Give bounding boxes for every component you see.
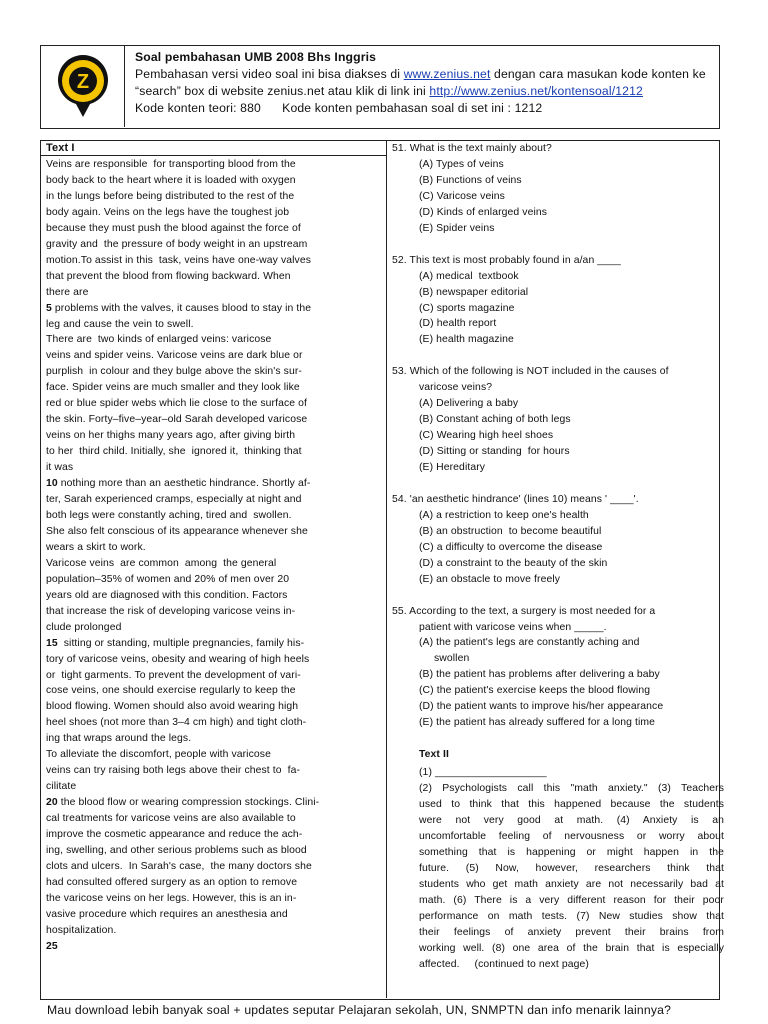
passage-line bbox=[46, 683, 380, 699]
passage-line bbox=[46, 699, 380, 715]
passage-line-text: that increase the risk of developing varicose veins in- bbox=[46, 605, 296, 617]
question-55 bbox=[392, 604, 714, 732]
passage-line-text: population–35% of women and 20% of men over 20 bbox=[46, 573, 290, 585]
passage-line-text: blood flowing. Women should also avoid wearing high bbox=[46, 701, 299, 713]
answer-option: (C) a difficulty to overcome the disease bbox=[419, 541, 603, 553]
passage-line bbox=[46, 364, 380, 380]
passage-line bbox=[46, 173, 380, 189]
questions-column bbox=[392, 141, 724, 972]
passage-line: (2) Psychologists call this "math anxiety." (3) Teachers bbox=[419, 783, 724, 795]
passage-line bbox=[46, 715, 380, 731]
passage-line-text: sitting or standing, multiple pregnancies, family his- bbox=[57, 637, 305, 649]
passage-line bbox=[46, 811, 380, 827]
footer-note: Mau download lebih banyak soal + updates seputar Pelajaran sekolah, UN, SNMPTN dan info menarik lainnya? bbox=[47, 1003, 672, 1017]
passage-line bbox=[46, 508, 380, 524]
passage-line-text: wears a skirt to work. bbox=[46, 541, 146, 553]
passage-line-text: cilitate bbox=[46, 781, 77, 793]
passage-line-text: gravity and the pressure of body weight in an upstream bbox=[46, 238, 308, 250]
passage-line bbox=[46, 620, 380, 636]
line-number: 15 bbox=[46, 637, 58, 649]
passage-line-text: motion.To assist in this task, veins have one-way valves bbox=[46, 254, 312, 266]
passage-line-text: to her third child. Initially, she ignored it, thinking that bbox=[46, 446, 302, 458]
passage-line bbox=[46, 380, 380, 396]
passage-line bbox=[46, 428, 380, 444]
passage-line bbox=[46, 189, 380, 205]
passage-line-text: or tight garments. To prevent the development of vari- bbox=[46, 669, 301, 681]
zenius-logo-icon[interactable] bbox=[56, 55, 110, 119]
passage-line bbox=[46, 795, 380, 811]
passage-line: students who get math anxiety are not necessarily bad at bbox=[419, 878, 724, 890]
passage-line-text: hospitalization. bbox=[46, 924, 117, 936]
passage-line bbox=[46, 859, 380, 875]
passage-line: performance on math tests. (7) New studies show that bbox=[419, 910, 724, 922]
passage-line bbox=[46, 221, 380, 237]
passage-line: math. (6) There is a very different reason for their poor bbox=[419, 894, 724, 906]
passage-line-text: ing that wraps around the legs. bbox=[46, 733, 192, 745]
passage-line: future. (5) Now, however, researchers think that bbox=[419, 862, 724, 874]
passage-line bbox=[46, 604, 380, 620]
passage-line-text: cal treatments for varicose veins are also available to bbox=[46, 813, 296, 825]
passage-line bbox=[46, 939, 380, 955]
header-line-3: Kode konten teori: 880 Kode konten pembahasan soal di set ini : 1212 bbox=[135, 101, 543, 115]
passage-line bbox=[46, 923, 380, 939]
passage-line bbox=[46, 317, 380, 333]
passage-line-text: veins and spider veins. Varicose veins are dark blue or bbox=[46, 350, 303, 362]
line-number: 10 bbox=[46, 478, 58, 490]
answer-option: (C) Wearing high heel shoes bbox=[419, 430, 554, 442]
passage-line-text: the skin. Forty–five–year–old Sarah developed varicose bbox=[46, 414, 308, 426]
passage-line bbox=[46, 205, 380, 221]
line-number: 5 bbox=[46, 302, 52, 314]
passage-line-text: there are bbox=[46, 286, 89, 298]
passage-line-text: purplish in colour and they bulge above the skin's sur- bbox=[46, 366, 302, 378]
content-box bbox=[40, 140, 724, 1000]
passage-line-text: the blood flow or wearing compression stockings. Clini- bbox=[57, 797, 320, 809]
passage-line bbox=[46, 588, 380, 604]
passage-line-text: red or blue spider webs which lie close to the surface of bbox=[46, 398, 307, 410]
passage-line: used to think that this happened because the students bbox=[419, 799, 724, 810]
passage-line bbox=[46, 348, 380, 364]
passage-line-text: the varicose veins on her legs. However, this is an in- bbox=[46, 892, 297, 904]
answer-option: (D) health report bbox=[419, 318, 497, 330]
answer-option: (A) Delivering a baby bbox=[419, 398, 519, 410]
passage-line-text: vasive procedure which requires an anesthesia and bbox=[46, 908, 288, 920]
passage-line-text: cose veins, one should exercise regularly to keep the bbox=[46, 685, 296, 697]
passage-line bbox=[46, 843, 380, 859]
header-line-1 bbox=[135, 66, 719, 83]
header-line-1-pre: Pembahasan versi video soal ini bisa diakses di bbox=[135, 67, 404, 81]
line-number: 20 bbox=[46, 797, 58, 809]
header-line-2 bbox=[135, 83, 719, 100]
passage-line-text: ing, swelling, and other serious problems such as blood bbox=[46, 844, 307, 856]
answer-option: (C) Varicose veins bbox=[419, 190, 505, 202]
answer-option: (B) Functions of veins bbox=[419, 174, 522, 186]
passage-line bbox=[46, 875, 380, 891]
text-2-passage bbox=[392, 747, 724, 972]
question-stem: 54. 'an aesthetic hindrance' (lines 10) means ' ____'. bbox=[392, 493, 639, 505]
page-title: Soal pembahasan UMB 2008 Bhs Inggris bbox=[135, 50, 377, 64]
q55-option-a-cont: swollen bbox=[434, 653, 470, 665]
passage-line bbox=[46, 332, 380, 348]
answer-option: (D) a constraint to the beauty of the skin bbox=[419, 557, 608, 569]
passage-line-text: tory of varicose veins, obesity and wearing of high heels bbox=[46, 653, 310, 665]
passage-line bbox=[46, 668, 380, 684]
answer-option: (B) an obstruction to become beautiful bbox=[419, 525, 602, 537]
question-block bbox=[392, 364, 714, 476]
header-box bbox=[40, 45, 720, 129]
logo-letter: Z bbox=[76, 71, 90, 93]
passage-line bbox=[46, 444, 380, 460]
passage-line-text: it was bbox=[46, 462, 74, 474]
answer-option: (A) a restriction to keep one's health bbox=[419, 509, 589, 521]
passage-line-text: Veins are responsible for transporting blood from the bbox=[46, 159, 296, 170]
text-2-blank: (1) ___________________ bbox=[419, 767, 547, 779]
question-stem: 51. What is the text mainly about? bbox=[392, 143, 552, 154]
passage-line-text: veins on her thighs many years ago, after giving birth bbox=[46, 430, 296, 442]
answer-option: (C) sports magazine bbox=[419, 302, 515, 314]
passage-line bbox=[46, 237, 380, 253]
passage-line bbox=[46, 396, 380, 412]
passage-line-text: years old are diagnosed with this condition. Factors bbox=[46, 589, 288, 601]
passage-line-text: improve the cosmetic appearance and reduce the ach- bbox=[46, 829, 303, 841]
passage-line-text: There are two kinds of enlarged veins: varicose bbox=[46, 334, 272, 346]
answer-option: (B) the patient has problems after delivering a baby bbox=[419, 669, 660, 681]
passage-line-text: veins can try raising both legs above their chest to fa- bbox=[46, 765, 301, 777]
answer-option: (E) Hereditary bbox=[419, 462, 486, 474]
passage-line-text: in the lungs before being distributed to the rest of the bbox=[46, 190, 295, 202]
passage-line: were not very good at math. (4) Anxiety is an bbox=[419, 814, 724, 826]
answer-option: (D) Kinds of enlarged veins bbox=[419, 206, 548, 218]
text-2-title: Text II bbox=[419, 749, 449, 761]
passage-line bbox=[46, 253, 380, 269]
question-block bbox=[392, 141, 714, 237]
question-stem: patient with varicose veins when _____. bbox=[419, 621, 607, 633]
passage-line-text: She also felt conscious of its appearance whenever she bbox=[46, 525, 308, 537]
passage-line bbox=[46, 747, 380, 763]
passage-line bbox=[46, 285, 380, 301]
passage-line bbox=[46, 636, 380, 652]
question-stem: 52. This text is most probably found in a/an ____ bbox=[392, 254, 621, 266]
passage-line-text: nothing more than an aesthetic hindrance. Shortly af- bbox=[57, 478, 311, 490]
kontensoal-link[interactable]: http://www.zenius.net/kontensoal/1212 bbox=[429, 84, 643, 98]
header-line-2-pre: “search” box di website zenius.net atau klik di link ini bbox=[135, 84, 430, 98]
passage-line-text: face. Spider veins are much smaller and they look like bbox=[46, 382, 300, 394]
zenius-link[interactable]: www.zenius.net bbox=[403, 67, 491, 81]
passage-line: working well. (8) one area of the brain that is especially bbox=[419, 942, 724, 954]
passage-line-text: had consulted offered surgery as an option to remove bbox=[46, 876, 298, 888]
answer-option: (A) medical textbook bbox=[419, 270, 519, 282]
q55-option-a: (A) the patient's legs are constantly aching and bbox=[419, 637, 640, 649]
text-1-body bbox=[46, 157, 380, 955]
question-block bbox=[392, 253, 714, 349]
question-block bbox=[392, 492, 714, 588]
passage-line-text: Varicose veins are common among the general bbox=[46, 557, 277, 569]
answer-option: (D) Sitting or standing for hours bbox=[419, 446, 570, 458]
answer-option: (B) newspaper editorial bbox=[419, 286, 529, 298]
passage-line-text: ter, Sarah experienced cramps, especially at night and bbox=[46, 494, 302, 506]
logo-cell bbox=[41, 46, 125, 127]
passage-line bbox=[46, 907, 380, 923]
passage-line bbox=[46, 827, 380, 843]
answer-option: (D) the patient wants to improve his/her appearance bbox=[419, 701, 664, 713]
question-stem: 55. According to the text, a surgery is most needed for a bbox=[392, 605, 656, 617]
answer-option: (A) Types of veins bbox=[419, 158, 504, 170]
passage-line-text: both legs were constantly aching, tired and swollen. bbox=[46, 509, 292, 521]
passage-line-text: To alleviate the discomfort, people with varicose bbox=[46, 749, 271, 761]
passage-line-text: leg and cause the vein to swell. bbox=[46, 318, 194, 330]
answer-option: (B) Constant aching of both legs bbox=[419, 414, 571, 426]
header-line-1-post: dengan cara masukan kode konten ke bbox=[490, 67, 706, 81]
text-1-column bbox=[46, 141, 380, 955]
question-stem: varicose veins? bbox=[419, 382, 493, 394]
passage-line bbox=[46, 891, 380, 907]
passage-line bbox=[46, 779, 380, 795]
answer-option: (E) Spider veins bbox=[419, 222, 495, 234]
answer-option: (E) the patient has already suffered for a long time bbox=[419, 717, 656, 729]
passage-line bbox=[46, 652, 380, 668]
passage-line bbox=[46, 476, 380, 492]
passage-line bbox=[46, 763, 380, 779]
passage-line: something that is happening or might happen in the bbox=[419, 846, 724, 858]
passage-line bbox=[46, 540, 380, 556]
line-number: 25 bbox=[46, 940, 58, 952]
passage-line-text: problems with the valves, it causes blood to stay in the bbox=[51, 302, 312, 314]
answer-option: (E) health magazine bbox=[419, 334, 514, 346]
passage-line-text: clude prolonged bbox=[46, 621, 122, 633]
passage-line-text: that prevent the blood from flowing backward. When bbox=[46, 270, 291, 282]
passage-line-text: heel shoes (not more than 3–4 cm high) and tight cloth- bbox=[46, 717, 307, 729]
question-stem: 53. Which of the following is NOT included in the causes of bbox=[392, 366, 669, 378]
passage-line bbox=[46, 572, 380, 588]
passage-line bbox=[46, 157, 380, 173]
answer-option: (C) the patient's exercise keeps the blood flowing bbox=[419, 685, 651, 697]
passage-line-text: body back to the heart where it is loaded with oxygen bbox=[46, 174, 296, 186]
passage-line-text: because they must push the blood against the force of bbox=[46, 222, 301, 234]
passage-line bbox=[46, 492, 380, 508]
text-1-title: Text I bbox=[46, 142, 75, 154]
passage-line bbox=[46, 556, 380, 572]
passage-line bbox=[46, 731, 380, 747]
header-text bbox=[135, 49, 719, 117]
passage-line: their feelings of anxiety prevent their brains from bbox=[419, 926, 724, 938]
passage-line bbox=[46, 301, 380, 317]
passage-line bbox=[46, 460, 380, 476]
passage-line: uncomfortable feeling of nervousness or worry about bbox=[419, 830, 724, 842]
passage-line bbox=[46, 269, 380, 285]
text-2-last-line: affected. (continued to next page) bbox=[419, 958, 589, 970]
passage-line bbox=[46, 412, 380, 428]
passage-line-text: body again. Veins on the legs have the toughest job bbox=[46, 206, 290, 218]
questions-list bbox=[392, 141, 714, 588]
column-divider bbox=[386, 141, 387, 998]
answer-option: (E) an obstacle to move freely bbox=[419, 573, 561, 585]
passage-line-text: clots and ulcers. In Sarah's case, the many doctors she bbox=[46, 860, 312, 872]
passage-line bbox=[46, 524, 380, 540]
